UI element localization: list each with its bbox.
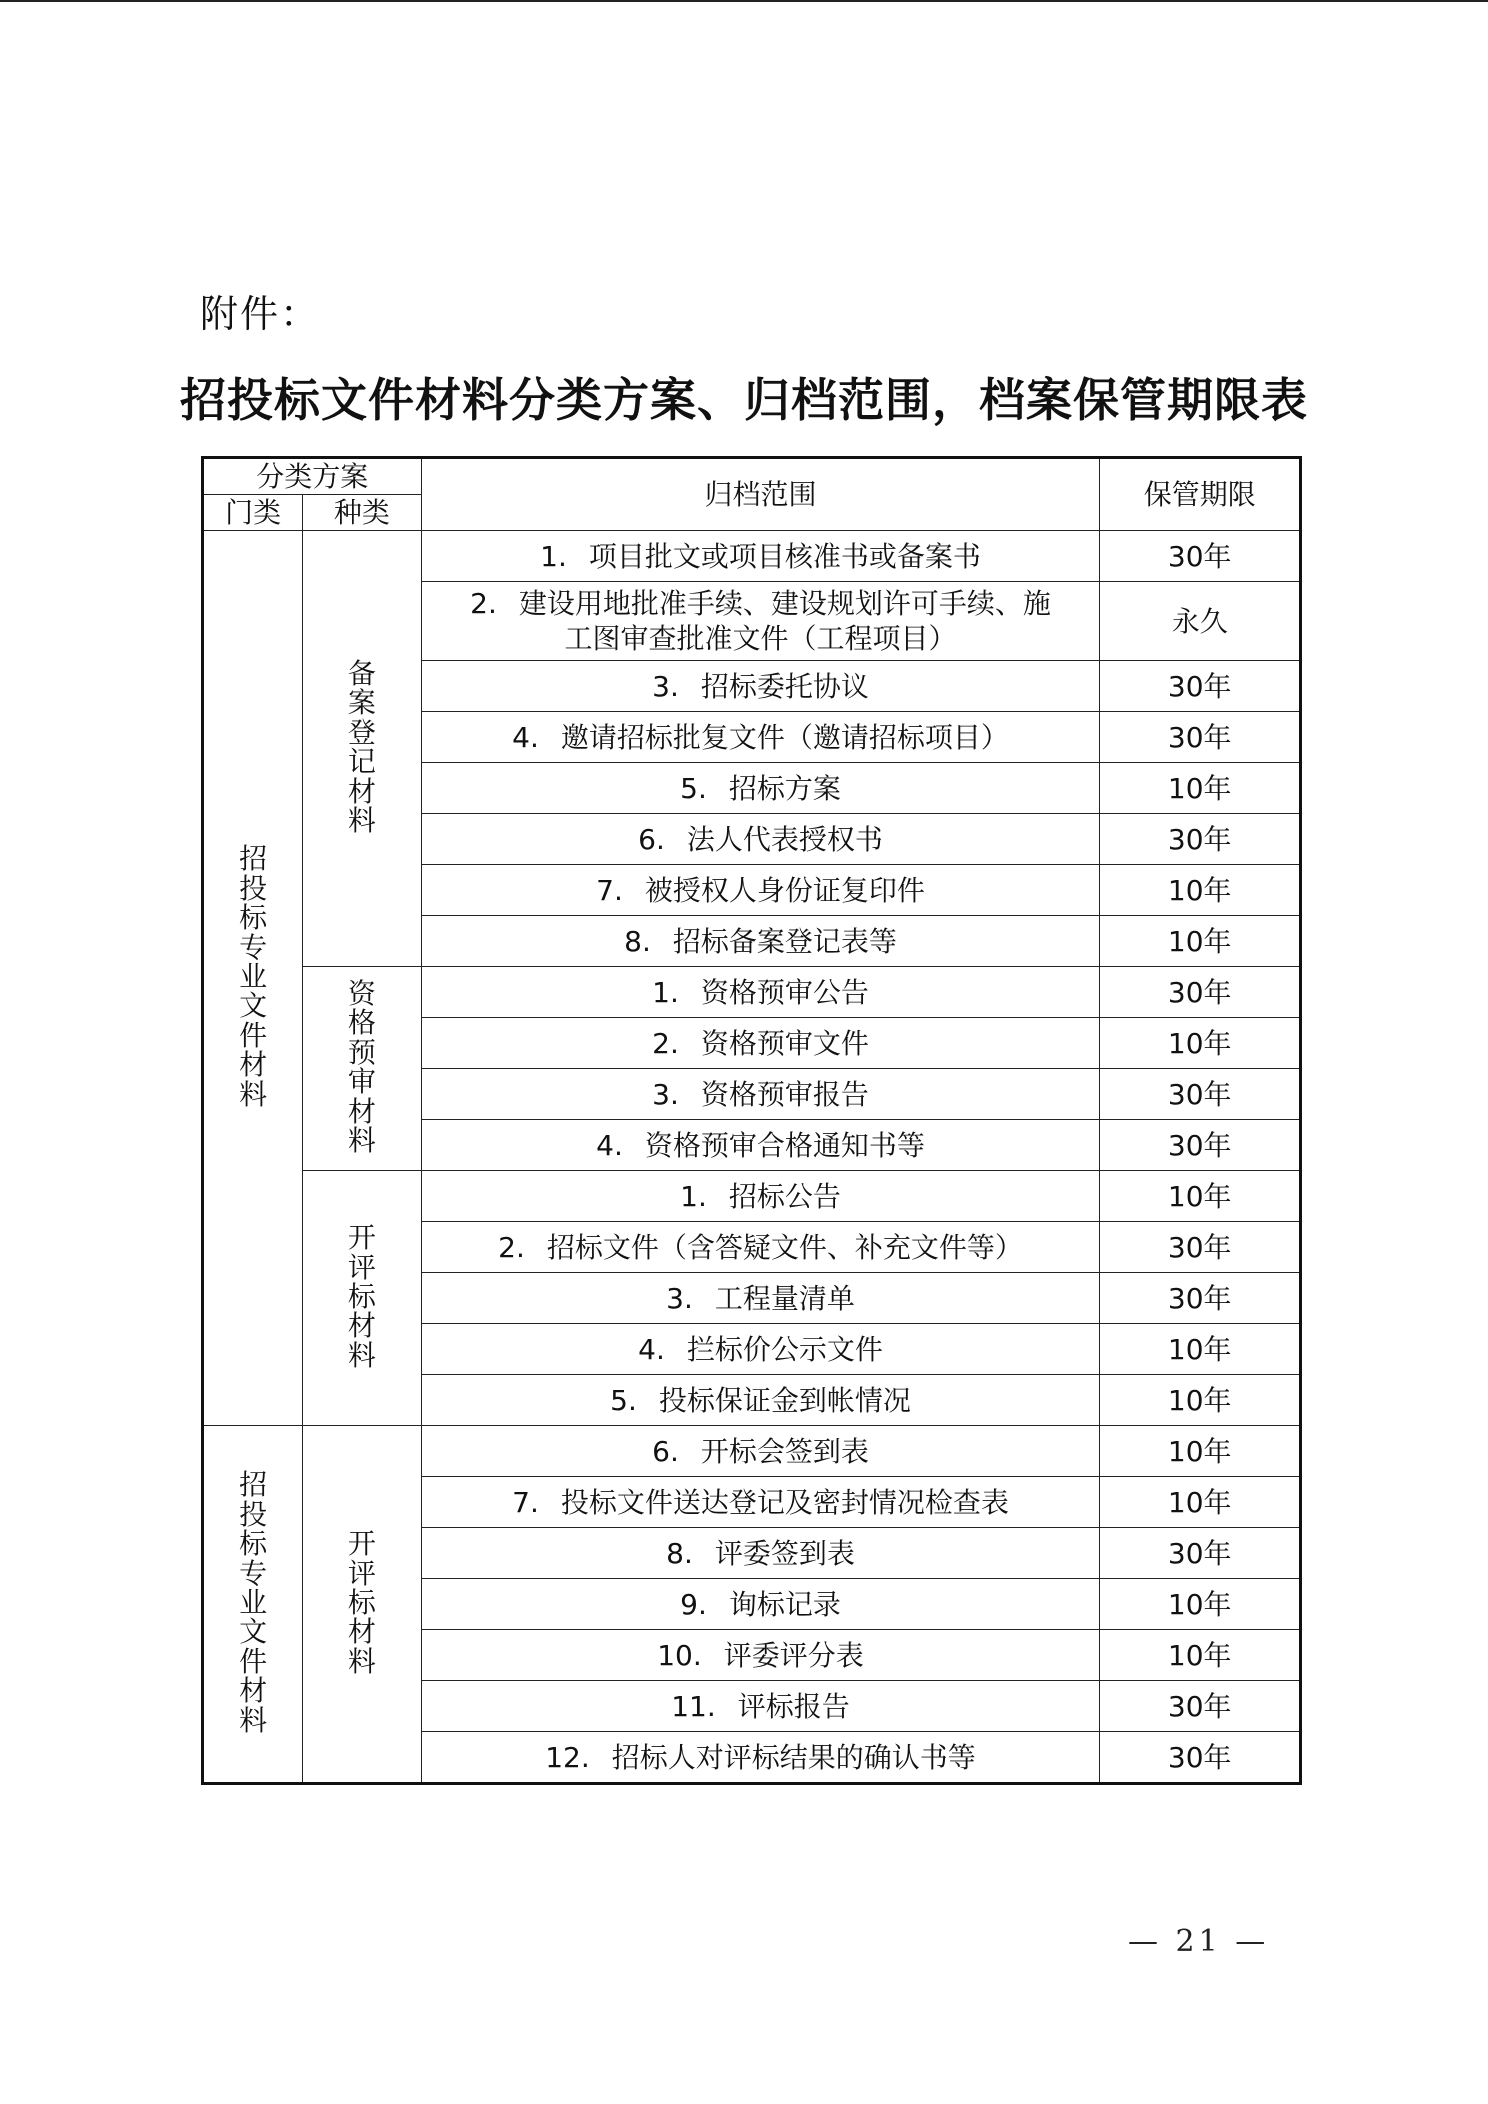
item-number: 5.: [680, 771, 707, 805]
range-cell: [421, 763, 1100, 814]
range-cell: [421, 1579, 1100, 1630]
archive-retention-table: [201, 456, 1302, 1785]
retention-cell: 30年: [1100, 1528, 1301, 1579]
document-title: 招投标文件材料分类方案、归档范围，档案保管期限表: [180, 373, 1308, 427]
item-number: 2.: [652, 1026, 679, 1060]
item-number: 7.: [596, 873, 623, 907]
item-number: 8.: [666, 1536, 693, 1570]
retention-cell: 10年: [1100, 865, 1301, 916]
kind-label: 备案登记材料: [347, 656, 376, 838]
item-number: 3.: [652, 1077, 679, 1111]
item-text: 开标会签到表: [700, 1434, 869, 1468]
kind-label: 开评标材料: [347, 1527, 376, 1678]
item-number: 10.: [657, 1638, 702, 1672]
item-number: 11.: [671, 1689, 716, 1723]
range-cell: [421, 967, 1100, 1018]
item-text: 被授权人身份证复印件: [644, 873, 925, 907]
range-item: [680, 1587, 841, 1622]
retention-cell: 30年: [1100, 1069, 1301, 1120]
range-cell: [421, 531, 1100, 582]
retention-cell: 10年: [1100, 916, 1301, 967]
range-item: [652, 975, 869, 1010]
door-label: 招投标专业文件材料: [239, 1468, 268, 1737]
item-number: 8.: [624, 924, 651, 958]
retention-cell: 10年: [1100, 1630, 1301, 1681]
range-item: [624, 924, 897, 959]
table-row: [203, 531, 1301, 582]
range-item: [610, 1383, 911, 1418]
range-item: [512, 1485, 1009, 1520]
range-cell: [421, 1222, 1100, 1273]
range-item: [666, 1536, 855, 1571]
kind-cell: [303, 1171, 421, 1426]
header-range: 归档范围: [421, 458, 1100, 531]
item-number: 3.: [666, 1281, 693, 1315]
item-text: 建设用地批准手续、建设规划许可手续、施工图审查批准文件（工程项目）: [518, 587, 1051, 655]
page-number: — 21 —: [1128, 1924, 1270, 1959]
kind-cell: [303, 967, 421, 1171]
table-row: [203, 967, 1301, 1018]
range-cell: [421, 1732, 1100, 1784]
door-cell: [203, 1426, 303, 1784]
range-item: [596, 1128, 925, 1163]
retention-cell: 永久: [1100, 582, 1301, 661]
header-door: 门类: [203, 495, 303, 531]
item-number: 4.: [596, 1128, 623, 1162]
page-top-border: [0, 0, 1488, 2]
item-number: 4.: [512, 720, 539, 754]
door-cell: [203, 531, 303, 1426]
range-item: [652, 669, 869, 704]
range-cell: [421, 1069, 1100, 1120]
range-cell: [421, 1324, 1100, 1375]
range-cell: [421, 1426, 1100, 1477]
kind-cell: [303, 531, 421, 967]
range-cell: [421, 1630, 1100, 1681]
item-text: 招标人对评标结果的确认书等: [611, 1740, 976, 1774]
item-text: 评标报告: [737, 1689, 850, 1723]
range-item: [666, 1281, 855, 1316]
item-number: 4.: [638, 1332, 665, 1366]
item-number: 1.: [680, 1179, 707, 1213]
range-cell: [421, 1273, 1100, 1324]
retention-cell: 30年: [1100, 1222, 1301, 1273]
item-text: 资格预审文件: [700, 1026, 869, 1060]
item-text: 招标委托协议: [700, 669, 869, 703]
item-text: 资格预审合格通知书等: [644, 1128, 925, 1162]
header-kind: 种类: [303, 495, 421, 531]
item-number: 12.: [545, 1740, 590, 1774]
range-cell: [421, 582, 1100, 661]
retention-cell: 10年: [1100, 1579, 1301, 1630]
retention-cell: 10年: [1100, 1018, 1301, 1069]
retention-cell: 30年: [1100, 712, 1301, 763]
retention-cell: 10年: [1100, 1477, 1301, 1528]
item-text: 招标备案登记表等: [672, 924, 897, 958]
item-text: 询标记录: [728, 1587, 841, 1621]
item-number: 3.: [652, 669, 679, 703]
range-item: [596, 873, 925, 908]
item-text: 招标公告: [728, 1179, 841, 1213]
range-cell: [421, 916, 1100, 967]
retention-cell: 30年: [1100, 1732, 1301, 1784]
range-cell: [421, 1120, 1100, 1171]
item-text: 投标文件送达登记及密封情况检查表: [560, 1485, 1009, 1519]
range-item: [652, 1434, 869, 1469]
item-number: 9.: [680, 1587, 707, 1621]
item-text: 招标方案: [728, 771, 841, 805]
header-keep: 保管期限: [1100, 458, 1301, 531]
retention-cell: 10年: [1100, 1426, 1301, 1477]
range-cell: [421, 1171, 1100, 1222]
retention-cell: 10年: [1100, 1324, 1301, 1375]
range-item: [512, 720, 1009, 755]
range-item: [498, 1230, 1023, 1265]
range-cell: [421, 1528, 1100, 1579]
item-number: 6.: [638, 822, 665, 856]
item-text: 项目批文或项目核准书或备案书: [588, 539, 981, 573]
table-body: [203, 531, 1301, 1784]
range-item: [545, 1740, 976, 1775]
range-cell: [421, 1477, 1100, 1528]
range-cell: [421, 661, 1100, 712]
item-text: 拦标价公示文件: [686, 1332, 883, 1366]
range-item: [657, 1638, 864, 1673]
range-item: [638, 822, 883, 857]
item-text: 评委签到表: [714, 1536, 855, 1570]
range-cell: [421, 1018, 1100, 1069]
range-cell: [421, 712, 1100, 763]
item-text: 招标文件（含答疑文件、补充文件等）: [546, 1230, 1023, 1264]
item-number: 2.: [498, 1230, 525, 1264]
range-item: [461, 586, 1061, 656]
item-number: 1.: [540, 539, 567, 573]
kind-label: 开评标材料: [347, 1221, 376, 1372]
retention-cell: 10年: [1100, 763, 1301, 814]
door-label: 招投标专业文件材料: [239, 842, 268, 1111]
kind-cell: [303, 1426, 421, 1784]
item-number: 2.: [470, 587, 497, 620]
range-item: [638, 1332, 883, 1367]
range-item: [652, 1026, 869, 1061]
item-text: 资格预审报告: [700, 1077, 869, 1111]
item-number: 6.: [652, 1434, 679, 1468]
retention-cell: 30年: [1100, 661, 1301, 712]
retention-cell: 10年: [1100, 1171, 1301, 1222]
item-number: 1.: [652, 975, 679, 1009]
range-item: [680, 771, 841, 806]
range-cell: [421, 865, 1100, 916]
item-text: 邀请招标批复文件（邀请招标项目）: [560, 720, 1009, 754]
item-text: 法人代表授权书: [686, 822, 883, 856]
item-number: 5.: [610, 1383, 637, 1417]
range-cell: [421, 814, 1100, 865]
retention-cell: 30年: [1100, 1120, 1301, 1171]
retention-cell: 30年: [1100, 814, 1301, 865]
retention-cell: 10年: [1100, 1375, 1301, 1426]
range-item: [680, 1179, 841, 1214]
retention-cell: 30年: [1100, 1681, 1301, 1732]
item-text: 工程量清单: [714, 1281, 855, 1315]
range-item: [540, 539, 981, 574]
item-text: 资格预审公告: [700, 975, 869, 1009]
range-cell: [421, 1375, 1100, 1426]
attachment-label: 附件：: [200, 292, 321, 336]
retention-cell: 30年: [1100, 531, 1301, 582]
retention-cell: 30年: [1100, 967, 1301, 1018]
range-cell: [421, 1681, 1100, 1732]
item-number: 7.: [512, 1485, 539, 1519]
item-text: 投标保证金到帐情况: [658, 1383, 911, 1417]
item-text: 评委评分表: [723, 1638, 864, 1672]
range-item: [652, 1077, 869, 1112]
retention-cell: 30年: [1100, 1273, 1301, 1324]
table-row: [203, 1171, 1301, 1222]
kind-label: 资格预审材料: [347, 976, 376, 1158]
header-classification: 分类方案: [203, 458, 422, 495]
table-row: [203, 1426, 1301, 1477]
range-item: [671, 1689, 850, 1724]
